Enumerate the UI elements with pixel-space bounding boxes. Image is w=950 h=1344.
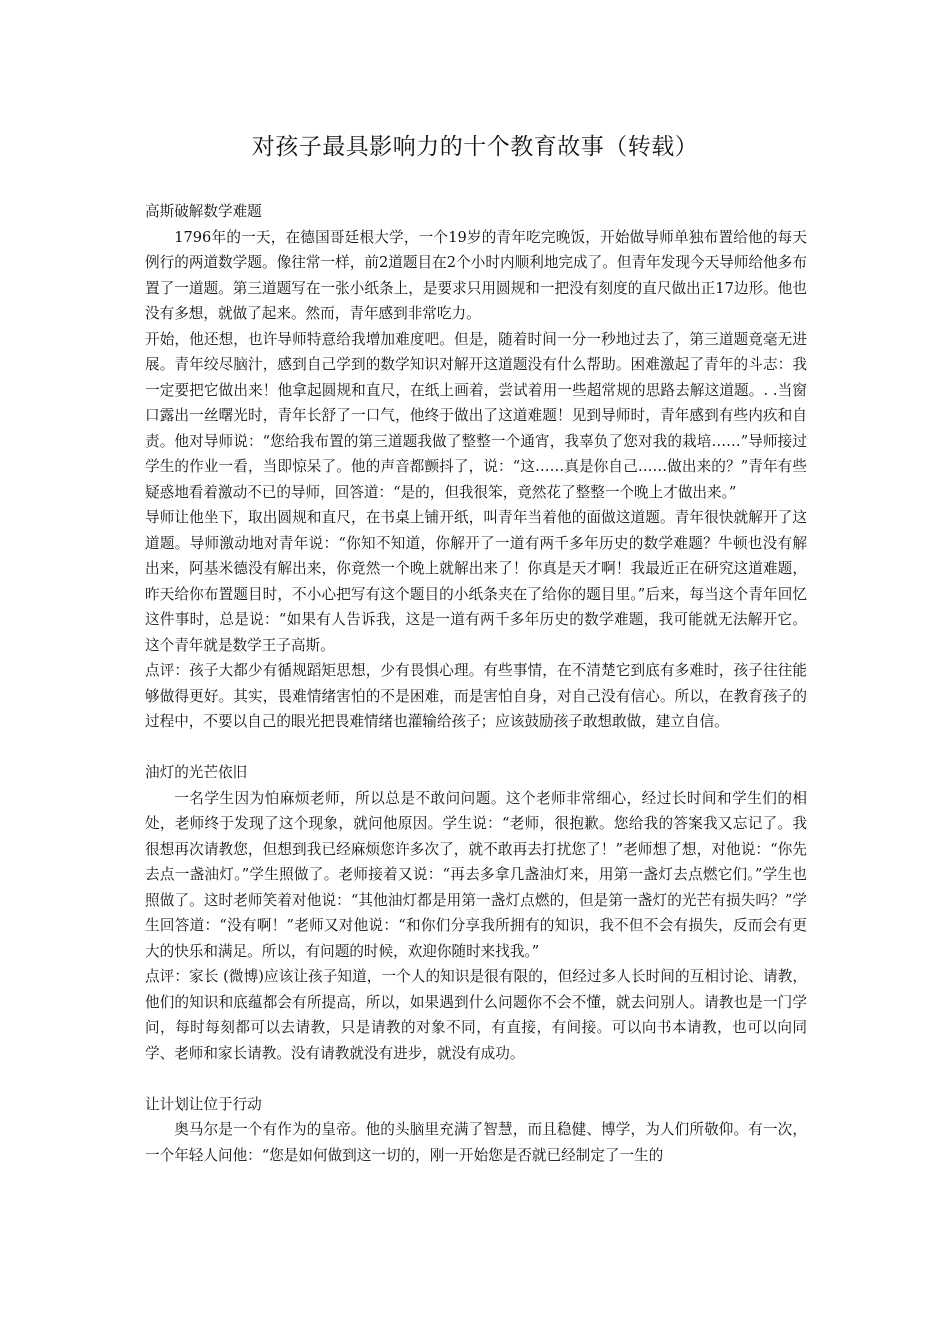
story-gauss	[145, 199, 807, 735]
story-paragraph: 1796年的一天，在德国哥廷根大学，一个19岁的青年吃完晚饭，开始做导师单独布置给他的每天例行的两道数学题。像往常一样，前2道题目在2个小时内顺利地完成了。但青年发现今天导师给他多布置了一道题。第三道题写在一张小纸条上，是要求只用圆规和一把没有刻度的直尺做出正17边形。他也没有多想，就做了起来。然而，青年感到非常吃力。	[145, 228, 807, 322]
story-paragraph: 一名学生因为怕麻烦老师，所以总是不敢问问题。这个老师非常细心，经过长时间和学生们的相处，老师终于发现了这个现象，就问他原因。学生说：“老师，很抱歉。您给我的答案我又忘记了。我很想再次请教您，但想到我已经麻烦您许多次了，就不敢再去打扰您了！”老师想了想，对他说：“你先去点一盏油灯。”学生照做了。老师接着又说：“再去多拿几盏油灯来，用第一盏灯去点燃它们。”学生也照做了。这时老师笑着对他说：“其他油灯都是用第一盏灯点燃的，但是第一盏灯的光芒有损失吗？”学生回答道：“没有啊！”老师又对他说：“和你们分享我所拥有的知识，我不但不会有损失，反而会有更大的快乐和满足。所以，有问题的时候，欢迎你随时来找我。”	[145, 789, 807, 960]
section-spacer	[145, 735, 807, 761]
story-paragraph: 奥马尔是一个有作为的皇帝。他的头脑里充满了智慧，而且稳健、博学，为人们所敬仰。有一次，一个年轻人问他：“您是如何做到这一切的，刚一开始您是否就已经制定了一生的	[145, 1121, 807, 1164]
story-oil-lamp	[145, 760, 807, 1066]
story-heading: 让计划让位于行动	[145, 1095, 262, 1113]
story-plan-action	[145, 1092, 807, 1169]
story-heading: 油灯的光芒依旧	[145, 764, 248, 781]
story-commentary: 点评：家长 (微博)应该让孩子知道，一个人的知识是很有限的，但经过多人长时间的互相讨论、请教，他们的知识和底蕴都会有所提高，所以，如果遇到什么问题你不会不懂，就去问别人。请教也是一门学问，每时每刻都可以去请教，只是请教的对象不同，有直接，有间接。可以向书本请教，也可以向同学、老师和家长请教。没有请教就没有进步，就没有成功。	[145, 968, 807, 1062]
story-commentary: 点评：孩子大都少有循规蹈矩思想，少有畏惧心理。有些事情，在不清楚它到底有多难时，孩子往往能够做得更好。其实，畏难情绪害怕的不是困难，而是害怕自身，对自己没有信心。所以，在教育孩子的过程中，不要以自己的眼光把畏难情绪也灌输给孩子；应该鼓励孩子敢想敢做，建立自信。	[145, 662, 807, 730]
story-paragraph: 开始，他还想，也许导师特意给我增加难度吧。但是，随着时间一分一秒地过去了，第三道题竟毫无进展。青年绞尽脑汁，感到自己学到的数学知识对解开这道题没有什么帮助。困难激起了青年的斗志：我一定要把它做出来！他拿起圆规和直尺，在纸上画着，尝试着用一些超常规的思路去解这道题。. .当窗口露出一丝曙光时，青年长舒了一口气，他终于做出了这道难题！见到导师时，青年感到有些内疚和自责。他对导师说：“您给我布置的第三道题我做了整整一个通宵，我辜负了您对我的栽培……”导师接过学生的作业一看，当即惊呆了。他的声音都颤抖了，说：“这……真是你自己……做出来的？”青年有些疑惑地看着激动不已的导师，回答道：“是的，但我很笨，竟然花了整整一个晚上才做出来。”	[145, 330, 807, 501]
document-body	[145, 199, 807, 1168]
story-heading: 高斯破解数学难题	[145, 203, 262, 220]
document-title: 对孩子最具影响力的十个教育故事（转载）	[251, 134, 699, 160]
story-paragraph: 导师让他坐下，取出圆规和直尺，在书桌上铺开纸，叫青年当着他的面做这道题。青年很快就解开了这道题。导师激动地对青年说：“你知不知道，你解开了一道有两千多年历史的数学难题？牛顿也没有解出来，阿基米德没有解出来，你竟然一个晚上就解出来了！你真是天才啊！我最近正在研究这道难题，昨天给你布置题目时，不小心把写有这个题目的小纸条夹在了给你的题目里。”后来，每当这个青年回忆这件事时，总是说：“如果有人告诉我，这是一道有两千多年历史的数学难题，我可能就无法解开它。这个青年就是数学王子高斯。	[145, 509, 807, 654]
section-spacer	[145, 1066, 807, 1092]
